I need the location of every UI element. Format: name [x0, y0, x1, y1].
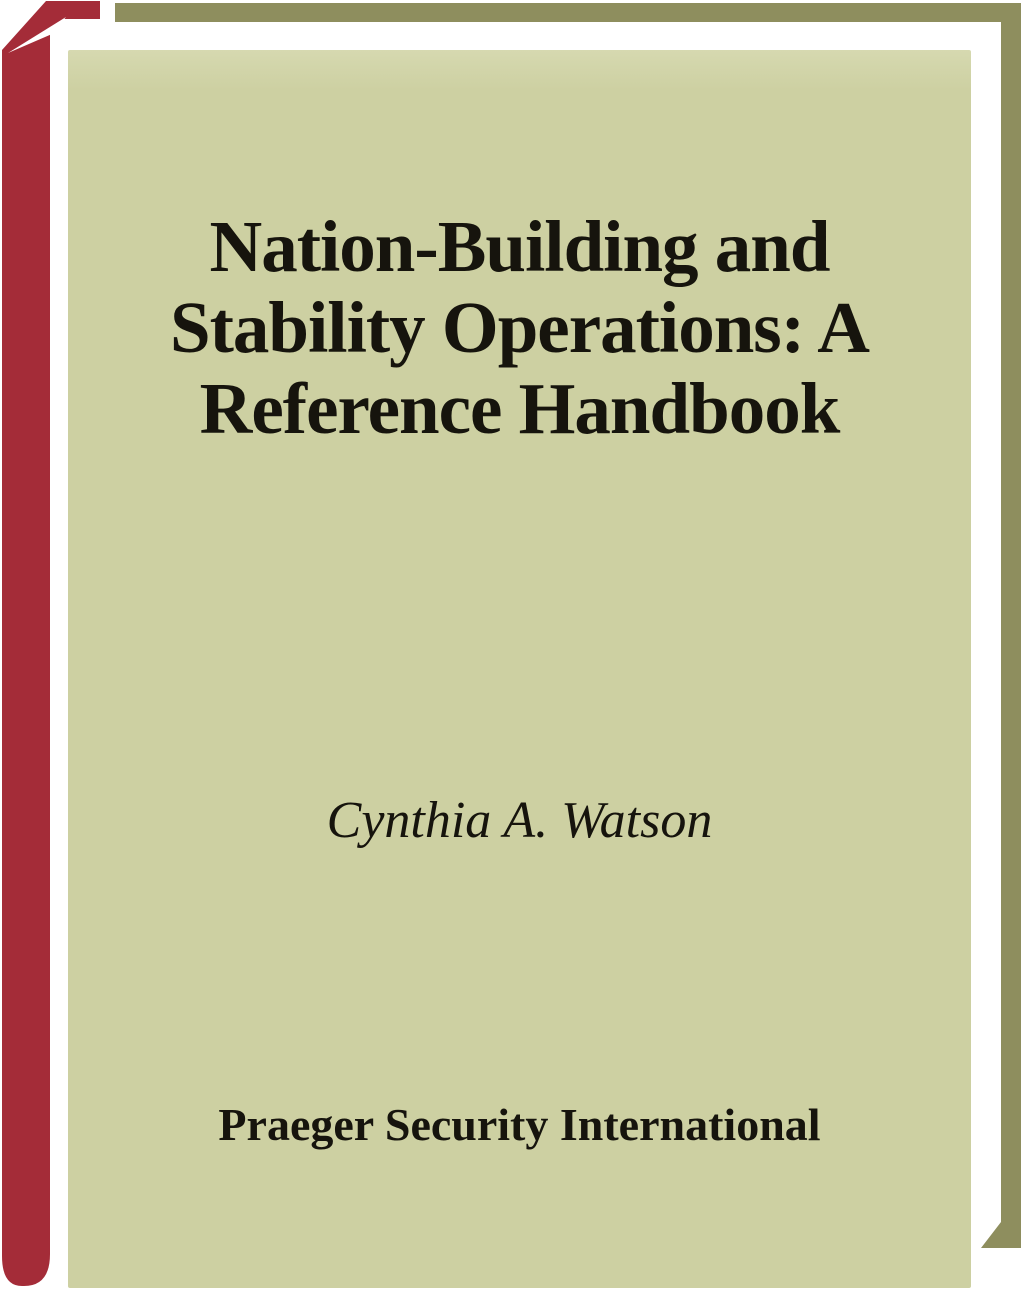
- book-title-line-3: Reference Handbook: [199, 368, 840, 449]
- book-title-line-2: Stability Operations: A: [170, 287, 869, 368]
- book-author: Cynthia A. Watson: [326, 792, 713, 849]
- book-title-line-1: Nation-Building and: [209, 206, 830, 287]
- book-publisher: Praeger Security International: [218, 1099, 821, 1150]
- book-title: [68, 206, 971, 449]
- book-front-cover: [68, 50, 971, 1288]
